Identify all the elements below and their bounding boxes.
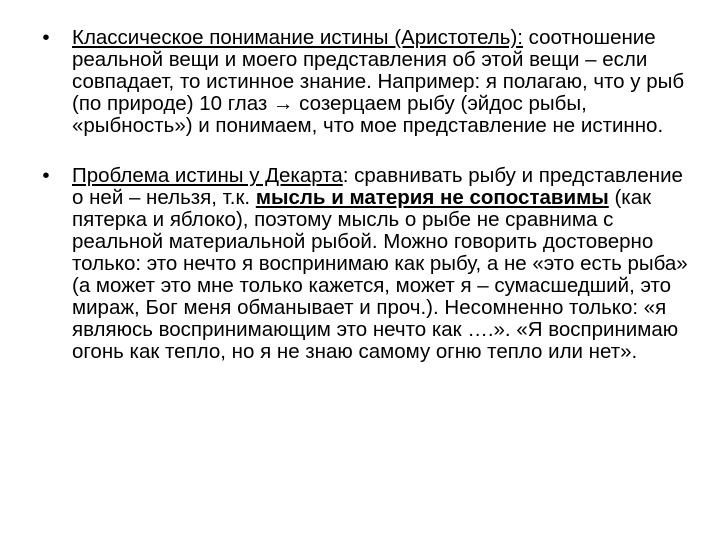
bullet-descartes (36, 165, 696, 363)
aristotle-heading: Классическое понимание истины (Аристотель): (72, 26, 523, 49)
bullet-list (36, 27, 696, 363)
bullet-dot-icon: • (42, 164, 50, 187)
descartes-text-after: (как пятерка и яблоко), поэтому мысль о рыбе не сравнима с реальной материальной рыбой. Можно говорить достоверно только: это нечто я воспринимаю как рыбу, а не «это есть рыба» (а может это мне только кажется, может я – сумасшедший, это мираж, Бог меня обманывает и проч.). Несомненно только: «я являюсь воспринимающим это нечто как ….». «Я воспринимаю огонь как тепло, но я не знаю самому огню тепло или нет». (72, 186, 688, 363)
bullet-aristotle (36, 27, 696, 137)
descartes-heading: Проблема истины у Декарта (72, 164, 343, 187)
aristotle-text: соотношение реальной вещи и моего представления об этой вещи – если совпадает, то истинное знание. Например: я полагаю, что у рыб (по природе) 10 глаз → созерцаем рыбу (эйдос рыбы, «рыбность») и понимаем, что мое представление не истинно. (72, 26, 685, 137)
bullet-dot-icon: • (42, 26, 50, 49)
descartes-text-before: : сравнивать рыбу и представление о ней – нельзя, т.к. (72, 164, 683, 209)
descartes-emphasis: мысль и материя не сопоставимы (255, 186, 609, 209)
